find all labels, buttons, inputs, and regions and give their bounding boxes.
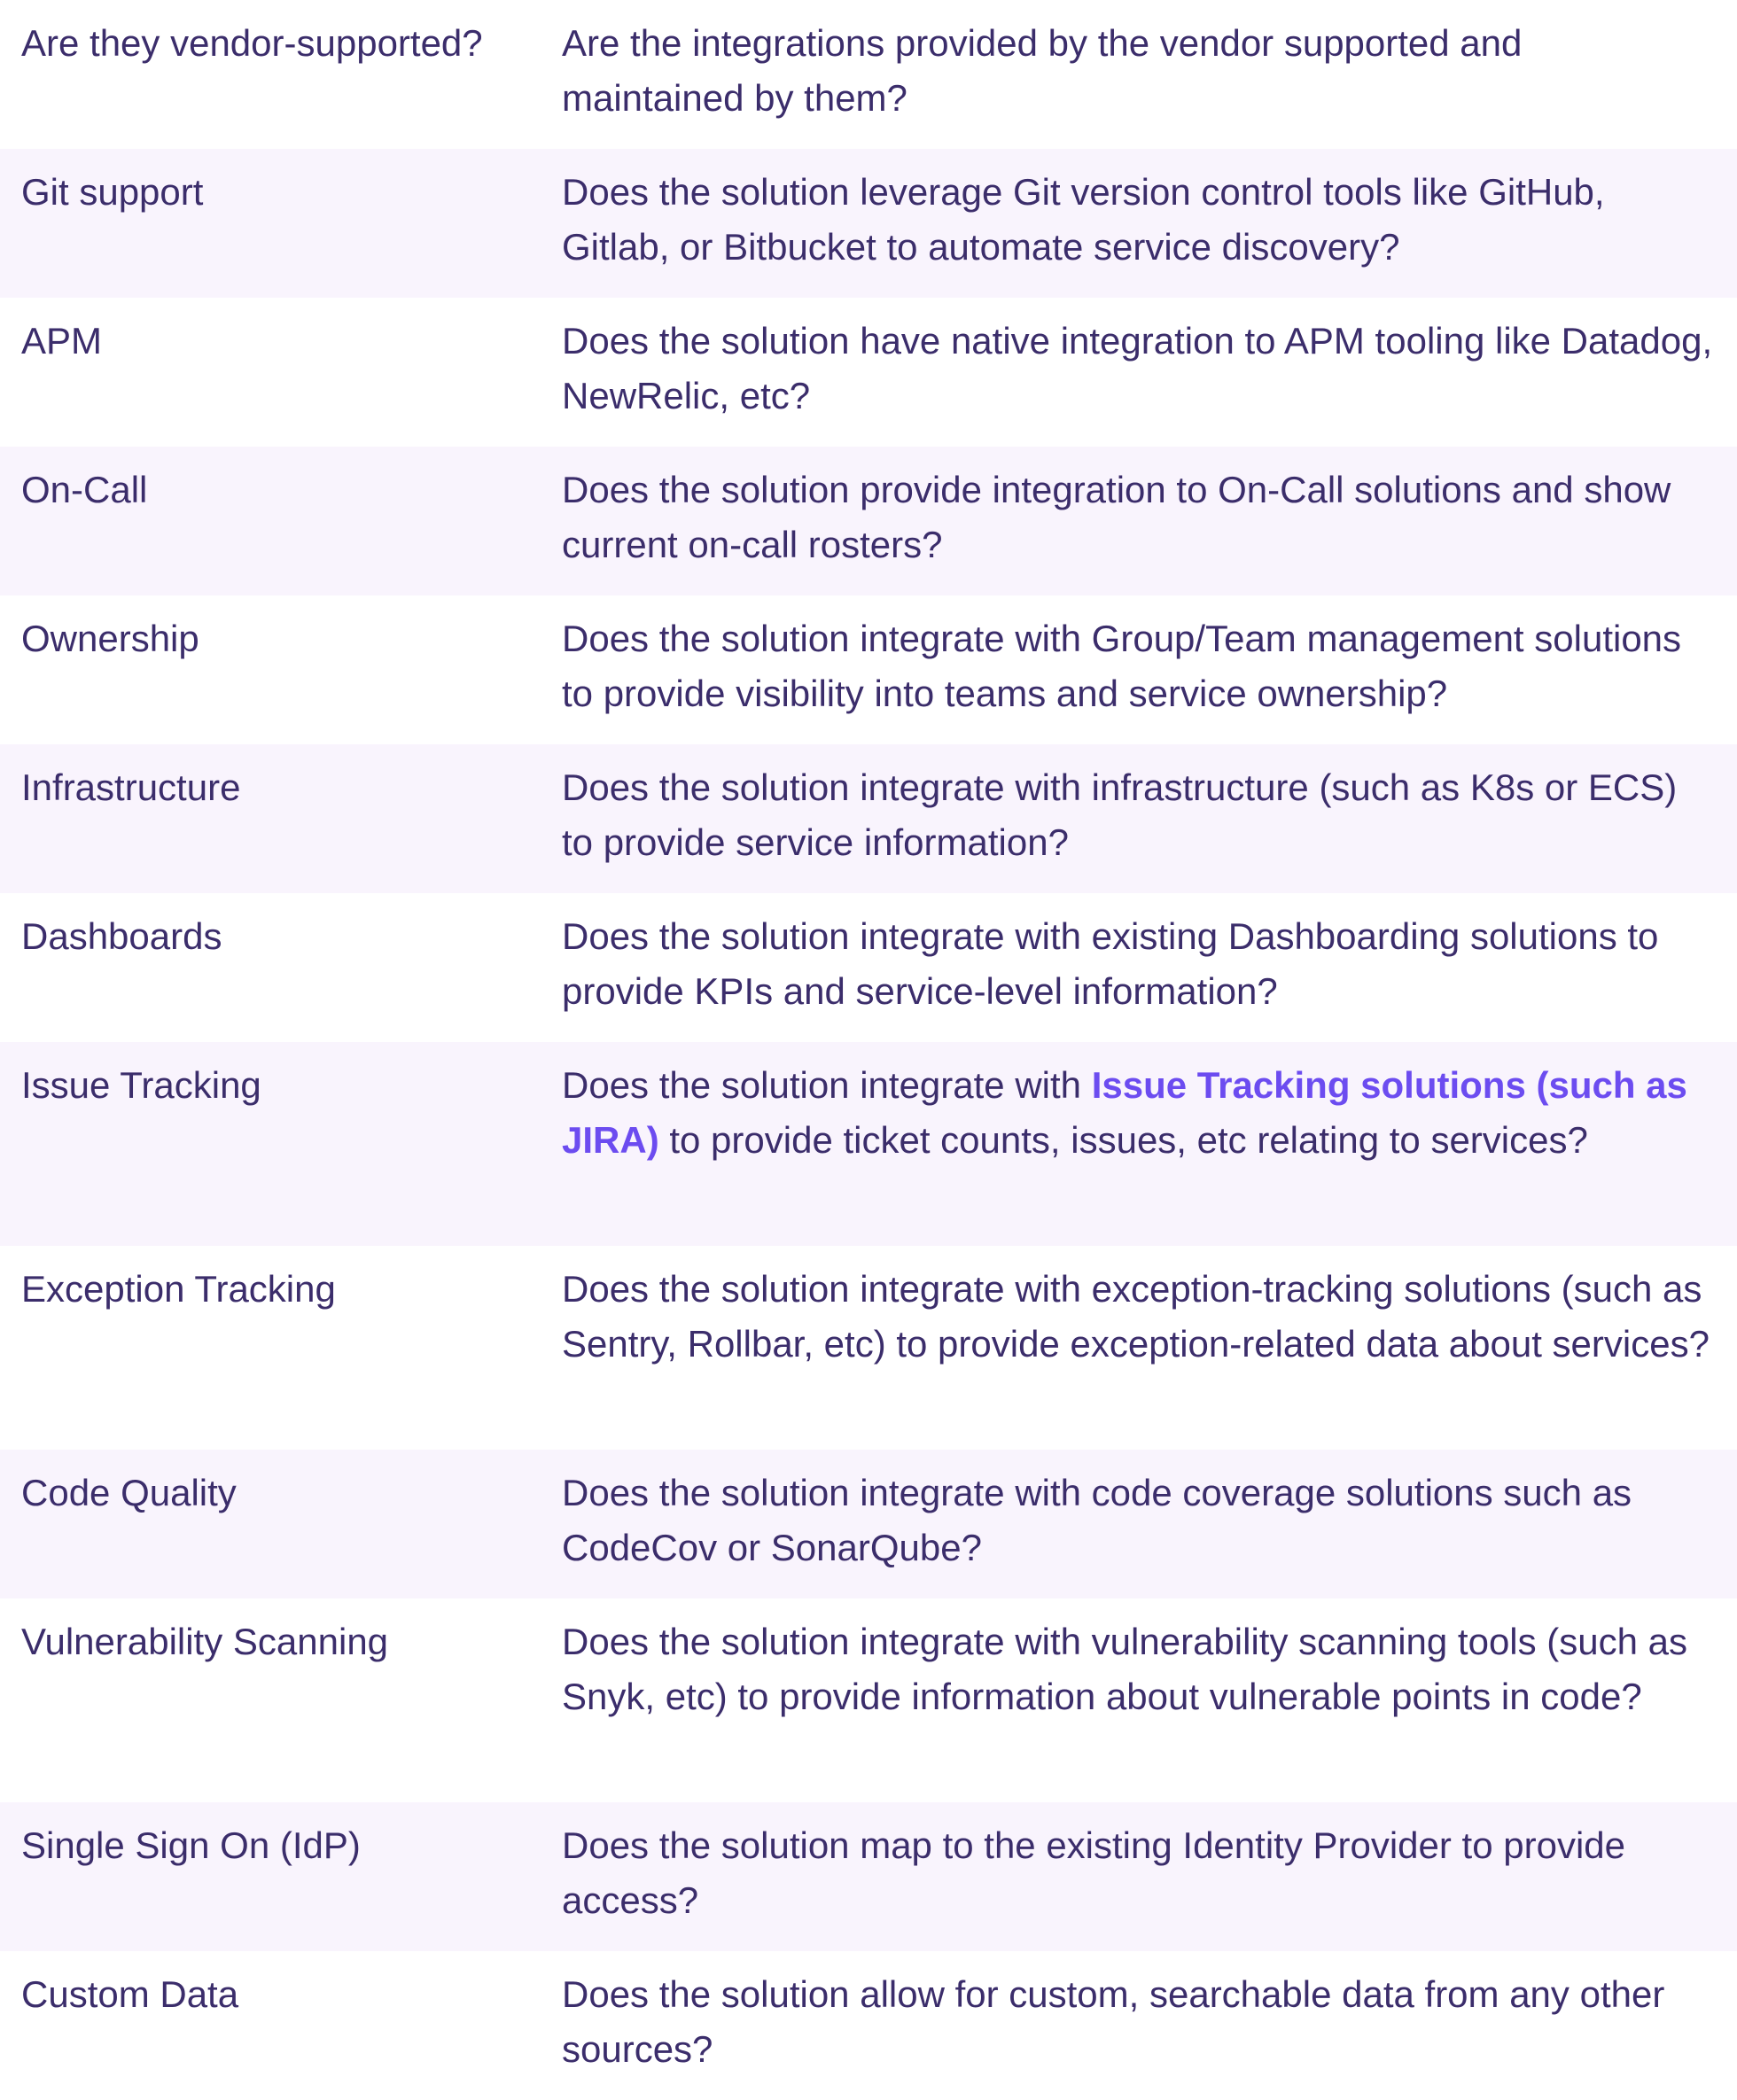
criterion-description: Does the solution integrate with infrastructure (such as K8s or ECS) to provide service information? <box>562 766 1678 863</box>
criterion-label: Git support <box>21 171 204 213</box>
table-row-on-call <box>0 447 1737 595</box>
criterion-description: Does the solution have native integration to APM tooling like Datadog, NewRelic, etc? <box>562 320 1713 416</box>
criterion-label: Dashboards <box>21 915 222 957</box>
criterion-description: Does the solution leverage Git version control tools like GitHub, Gitlab, or Bitbucket to automate service discovery? <box>562 171 1605 268</box>
criterion-label: Issue Tracking <box>21 1064 261 1106</box>
table-row-infrastructure <box>0 744 1737 893</box>
table-row-ownership <box>0 595 1737 744</box>
criterion-label: Exception Tracking <box>21 1268 336 1310</box>
table-row-dashboards <box>0 893 1737 1042</box>
criterion-description: Does the solution integrate with code coverage solutions such as CodeCov or SonarQube? <box>562 1472 1632 1568</box>
table-row-custom-data <box>0 1951 1737 2096</box>
table-row-exception-tracking <box>0 1246 1737 1450</box>
criterion-description: Does the solution allow for custom, searchable data from any other sources? <box>562 1973 1665 2070</box>
criterion-description: Does the solution map to the existing Identity Provider to provide access? <box>562 1824 1625 1921</box>
criterion-description: Does the solution integrate with existing Dashboarding solutions to provide KPIs and service-level information? <box>562 915 1659 1012</box>
criterion-label: On-Call <box>21 469 148 510</box>
description-text: to provide ticket counts, issues, etc relating to services? <box>658 1119 1588 1161</box>
table-row-issue-tracking <box>0 1042 1737 1246</box>
criterion-description: Does the solution integrate with exception-tracking solutions (such as Sentry, Rollbar, etc) to provide exception-related data about services? <box>562 1268 1710 1365</box>
criterion-description: Does the solution provide integration to On-Call solutions and show current on-call rosters? <box>562 469 1671 565</box>
table-row-single-sign-on <box>0 1802 1737 1951</box>
criterion-label: Code Quality <box>21 1472 237 1513</box>
table-row-code-quality <box>0 1450 1737 1598</box>
table-row-vendor-supported <box>0 0 1737 149</box>
criterion-description: Does the solution integrate with vulnerability scanning tools (such as Snyk, etc) to provide information about vulnerable points in code? <box>562 1621 1688 1717</box>
criterion-label: APM <box>21 320 103 362</box>
criterion-label: Ownership <box>21 618 199 659</box>
table-row-apm <box>0 298 1737 447</box>
criterion-label: Custom Data <box>21 1973 239 2015</box>
criterion-label: Single Sign On (IdP) <box>21 1824 361 1866</box>
criterion-label: Are they vendor-supported? <box>21 22 483 64</box>
table-row-git-support <box>0 149 1737 298</box>
criterion-description: Are the integrations provided by the vendor supported and maintained by them? <box>562 22 1523 119</box>
description-text: Does the solution integrate with <box>562 1064 1092 1106</box>
criterion-label: Infrastructure <box>21 766 241 808</box>
issue-tracking-link[interactable]: Issue Tracking solutions (such as JIRA) <box>562 1064 1687 1161</box>
criterion-description <box>562 1058 1714 1168</box>
criterion-description: Does the solution integrate with Group/Team management solutions to provide visibility into teams and service ownership? <box>562 618 1682 714</box>
criterion-label: Vulnerability Scanning <box>21 1621 389 1662</box>
table-row-vulnerability-scanning <box>0 1598 1737 1802</box>
